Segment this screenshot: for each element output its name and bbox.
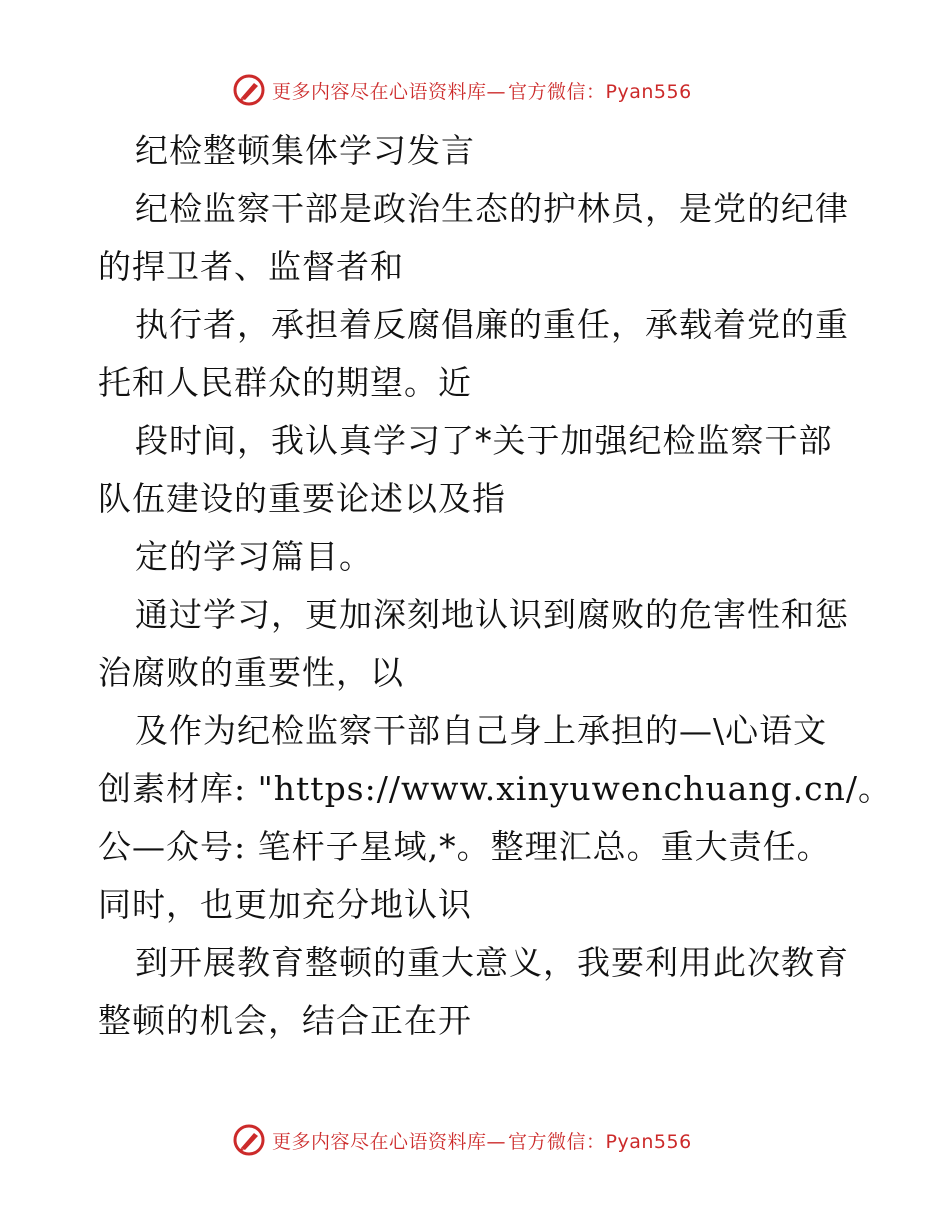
banner-separator: — (486, 1130, 507, 1153)
paragraph-line: 通过学习，更加深刻地认识到腐败的危害性和惩 (135, 595, 849, 634)
banner-wechat: 官方微信：Pyan556 (508, 1130, 692, 1153)
paragraph-line: 队伍建设的重要论述以及指 (98, 479, 506, 518)
paragraph-line: 整顿的机会，结合正在开 (98, 1001, 472, 1040)
paragraph-line: 公—众号: 笔杆子星域,*。整理汇总。重大责任。 (98, 827, 831, 866)
paragraph-line: 段时间，我认真学习了*关于加强纪检监察干部 (135, 421, 833, 460)
paragraph-line: 定的学习篇目。 (135, 537, 373, 576)
paragraph-line: 到开展教育整顿的重大意义，我要利用此次教育 (135, 943, 849, 982)
banner-separator: — (486, 80, 507, 103)
paragraph-line: 创素材库: "https://www.xinyuwenchuang.cn/。 (98, 769, 893, 808)
paragraph-line: 纪检监察干部是政治生态的护林员，是党的纪律 (135, 189, 849, 228)
paragraph-line: 的捍卫者、监督者和 (98, 247, 404, 286)
document-body (98, 122, 893, 1050)
pen-logo-icon (232, 73, 266, 107)
footer-banner (232, 1122, 692, 1158)
paragraph-line: 同时，也更加充分地认识 (98, 885, 472, 924)
paragraph-line: 执行者，承担着反腐倡廉的重任，承载着党的重 (135, 305, 849, 344)
paragraph-line: 治腐败的重要性，以 (98, 653, 404, 692)
paragraph-line: 及作为纪检监察干部自己身上承担的—\心语文 (135, 711, 828, 750)
banner-wechat: 官方微信：Pyan556 (508, 80, 692, 103)
header-banner (232, 72, 692, 108)
banner-slogan: 更多内容尽在心语资料库 (272, 1130, 487, 1153)
paragraph-line: 托和人民群众的期望。近 (98, 363, 472, 402)
banner-slogan: 更多内容尽在心语资料库 (272, 80, 487, 103)
pen-logo-icon (232, 1123, 266, 1157)
document-title: 纪检整顿集体学习发言 (135, 131, 475, 170)
banner-text (272, 77, 692, 104)
banner-text (272, 1127, 692, 1154)
